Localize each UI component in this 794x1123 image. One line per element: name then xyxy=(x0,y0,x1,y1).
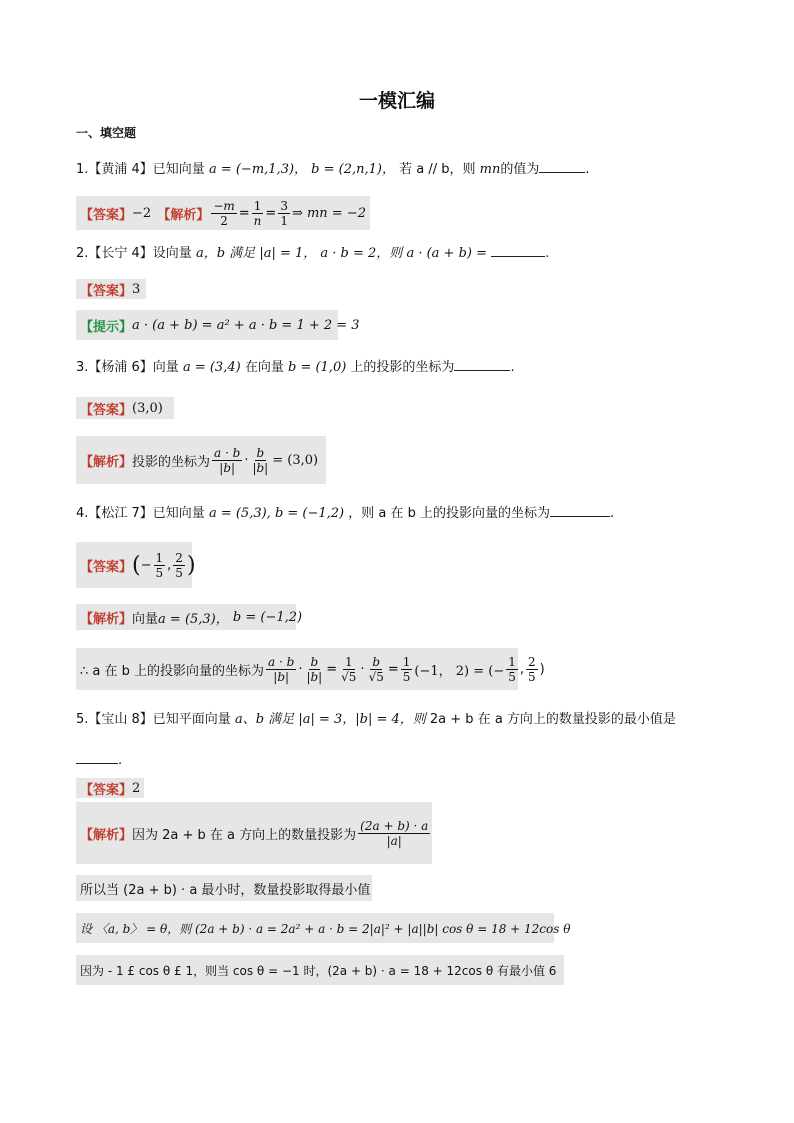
q1-analysis-tag: 【解析】 xyxy=(157,207,210,223)
q1-frac-2: $\frac{1}{n}$ xyxy=(253,198,262,228)
q4-b-eq: b = (−1,2) xyxy=(232,609,303,625)
q3-frac-2: $\frac{b}{|b|}$ xyxy=(252,445,269,475)
q1-tail: 的值为 xyxy=(500,162,540,177)
q4-l2-frac-5: $\frac{1}{5}$ xyxy=(402,654,411,684)
q4-end: . xyxy=(610,506,615,521)
q5-line3: 设 〈a, b〉 = θ，则 (2a + b) · a = 2a² + a · b = 2|a|² + |a||b| cos θ = 18 + 12cos θ xyxy=(80,921,571,936)
q4-a-eq: a = (5,3)， xyxy=(158,611,229,627)
q1-b-eq: b = (2,n,1)， xyxy=(311,162,395,177)
q5-analysis-text: 因为 2a + b 在 a 方向上的数量投影为 xyxy=(132,827,357,843)
q5-answer-tag: 【答案】 xyxy=(80,782,133,798)
q3-frac-1: $\frac{a \cdot b}{|b|}$ xyxy=(214,445,241,475)
q5-prefix: 5.【宝山 8】已知平面向量 xyxy=(76,712,231,727)
q2-answer-band xyxy=(76,279,146,299)
q4-l2-frac-1: $\frac{a \cdot b}{|b|}$ xyxy=(268,654,295,684)
q5-analysis-band xyxy=(76,802,432,864)
q2-mid: a，b 满足 xyxy=(195,246,256,261)
q2-cond2: a · b = 2，则 xyxy=(320,246,403,261)
q5-expr: 2a + b 在 a 方向上的数量投影的最小值是 xyxy=(429,712,676,727)
q2-answer-tag: 【答案】 xyxy=(80,283,133,299)
q4-analysis-text: 向量 xyxy=(132,611,159,627)
q3-answer-blank xyxy=(454,356,510,371)
q4-ans-frac-1: $\frac{1}{5}$ xyxy=(155,550,164,580)
q5-line2: 所以当 (2a + b) · a 最小时，数量投影取得最小值 xyxy=(80,882,371,898)
q4-answer-blank xyxy=(550,502,610,517)
q3-analysis-band: 【解析】 投影的坐标为 $\frac{a \cdot b}{|b|}$ · $\frac{b}{|b|}$ = (3,0) xyxy=(76,436,326,484)
q1-answer: −2 xyxy=(132,205,152,221)
q3-answer: (3,0) xyxy=(132,400,163,416)
q4-l2-frac-3: $\frac{1}{√5}$ xyxy=(341,654,357,684)
q4-l2-frac-7: $\frac{2}{5}$ xyxy=(528,654,536,684)
q3-result: = (3,0) xyxy=(272,452,319,468)
q5-analysis-tag: 【解析】 xyxy=(80,827,133,843)
q4-analysis-line-2: ∴ a 在 b 上的投影向量的坐标为 $\frac{a \cdot b}{|b|}$ · $\frac{b}{|b|}$ = $\frac{1}{√5}$ · $\frac{b}{√5}$ = $\frac{1}{5}$ (−1， 2) = (− $\frac{1}{5}$ , $\frac{2}{5}$ ) xyxy=(76,648,518,690)
q1-result: ⇒ mn = −2 xyxy=(291,205,366,221)
q2-hint: a · (a + b) = a² + a · b = 1 + 2 = 3 xyxy=(132,317,360,333)
q5-cond: |a| = 3，|b| = 4，则 xyxy=(298,712,426,727)
q1-answer-blank xyxy=(539,158,585,173)
q3-analysis-tag: 【解析】 xyxy=(80,454,133,470)
q2-answer-blank xyxy=(491,242,545,257)
q4-analysis-tag: 【解析】 xyxy=(80,611,133,627)
q3-analysis-text: 投影的坐标为 xyxy=(132,454,211,470)
question-2 xyxy=(76,242,549,265)
q5-analysis-line-3 xyxy=(76,913,571,943)
q2-hint-tag: 【提示】 xyxy=(80,319,133,335)
q1-answer-band: 【答案】 −2 【解析】 $\frac{-m}{2}$ = $\frac{1}{n}$ = $\frac{3}{1}$ ⇒ mn = −2 xyxy=(76,196,370,230)
q4-line2-prefix: ∴ a 在 b 上的投影向量的坐标为 xyxy=(80,663,265,679)
q4-l2-frac-2: $\frac{b}{|b|}$ xyxy=(306,654,323,684)
q5-end: . xyxy=(118,753,123,768)
q3-tail: 上的投影的坐标为 xyxy=(350,360,455,375)
q4-prefix: 4.【松江 7】已知向量 xyxy=(76,506,205,521)
q1-end: . xyxy=(585,162,590,177)
question-3 xyxy=(76,356,515,379)
section-heading: 一、填空题 xyxy=(76,126,137,140)
q3-end: . xyxy=(510,360,515,375)
q4-eq: a = (5,3), b = (−1,2) xyxy=(208,506,345,521)
q4-l2-frac-6: $\frac{1}{5}$ xyxy=(508,654,516,684)
q2-hint-band xyxy=(76,310,360,340)
question-5-blank-line xyxy=(76,749,122,772)
q4-l2-frac-4: $\frac{b}{√5}$ xyxy=(368,654,384,684)
q5-answer-blank xyxy=(76,749,118,764)
q2-expr: a · (a + b) = xyxy=(406,246,487,261)
q1-mn: mn xyxy=(479,162,501,177)
q1-a-eq: a = (−m,1,3)， xyxy=(208,162,308,177)
q2-prefix: 2.【长宁 4】设向量 xyxy=(76,246,192,261)
q1-prefix: 1.【黄浦 4】已知向量 xyxy=(76,162,205,177)
q4-mid: ，则 a 在 b 上的投影向量的坐标为 xyxy=(348,506,551,521)
q3-prefix: 3.【杨浦 6】向量 xyxy=(76,360,179,375)
q1-cond: 若 a // b，则 xyxy=(399,162,476,177)
q5-analysis-line-4 xyxy=(76,955,564,985)
q4-analysis-band xyxy=(76,604,303,630)
q5-mid: a、b 满足 xyxy=(234,712,295,727)
question-1 xyxy=(76,158,590,181)
q1-frac-3: $\frac{3}{1}$ xyxy=(280,198,288,228)
q3-mid: 在向量 xyxy=(244,360,284,375)
q5-line4: 因为 - 1 £ cos θ £ 1，则当 cos θ = −1 时，(2a + b) · a = 18 + 12cos θ 有最小值 6 xyxy=(80,963,557,978)
question-4 xyxy=(76,502,614,525)
q1-answer-tag: 【答案】 xyxy=(80,207,133,223)
question-5 xyxy=(76,709,676,731)
q5-frac: $\frac{(2a + b) \cdot a}{|a|}$ xyxy=(360,818,429,848)
q3-answer-tag: 【答案】 xyxy=(80,402,133,418)
q4-answer-band: 【答案】 ( − $\frac{1}{5}$ , $\frac{2}{5}$ ) xyxy=(76,542,192,588)
q5-analysis-line-2 xyxy=(76,875,372,901)
q5-answer: 2 xyxy=(132,780,141,796)
q1-frac-1: $\frac{-m}{2}$ xyxy=(213,198,235,228)
q4-ans-frac-2: $\frac{2}{5}$ xyxy=(175,550,183,580)
q4-l2-mid: (−1， 2) = (− xyxy=(414,663,505,679)
q3-answer-band xyxy=(76,397,174,419)
q2-cond1: |a| = 1， xyxy=(259,246,317,261)
q5-answer-band xyxy=(76,778,144,798)
page-title: 一模汇编 xyxy=(358,90,435,112)
q3-a-eq: a = (3,4) xyxy=(182,360,241,375)
q2-end: . xyxy=(545,246,550,261)
q2-answer: 3 xyxy=(132,281,141,297)
q4-answer-tag: 【答案】 xyxy=(80,559,133,575)
q3-b-eq: b = (1,0) xyxy=(287,360,347,375)
